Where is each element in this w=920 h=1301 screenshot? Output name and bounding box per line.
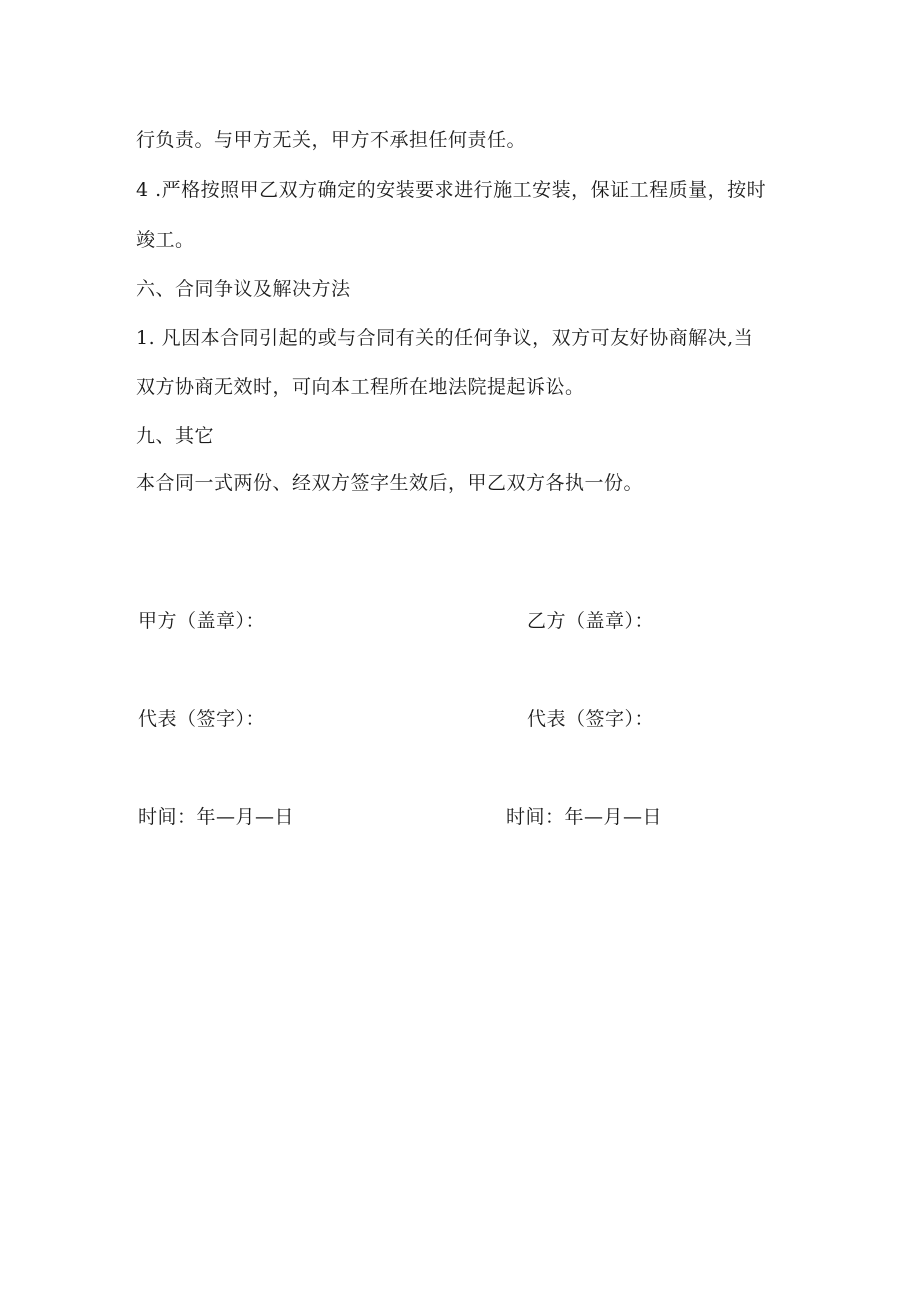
party-a-representative-label: 代表（签字）： — [138, 708, 266, 730]
paragraph-clause-4-continued: 竣工。 — [136, 229, 195, 251]
party-a-seal-label: 甲方（盖章）： — [138, 610, 266, 632]
section-heading-other: 九、其它 — [136, 425, 215, 447]
party-b-date-label: 时间：年—月—日 — [506, 806, 663, 828]
party-b-representative-label: 代表（签字）： — [527, 708, 655, 730]
party-b-seal-label: 乙方（盖章）： — [527, 610, 655, 632]
paragraph-dispute-clause-1: 1. 凡因本合同引起的或与合同有关的任何争议，双方可友好协商解决,当 — [136, 327, 754, 349]
paragraph-copies: 本合同一式两份、经双方签字生效后，甲乙双方各执一份。 — [136, 472, 644, 494]
paragraph-dispute-clause-1-continued: 双方协商无效时，可向本工程所在地法院提起诉讼。 — [136, 376, 585, 398]
party-a-date-label: 时间：年—月—日 — [138, 806, 295, 828]
paragraph-clause-4: 4 .严格按照甲乙双方确定的安装要求进行施工安装，保证工程质量，按时 — [136, 179, 767, 201]
section-heading-disputes: 六、合同争议及解决方法 — [136, 278, 351, 300]
paragraph-responsibility: 行负责。与甲方无关，甲方不承担任何责任。 — [136, 129, 527, 151]
